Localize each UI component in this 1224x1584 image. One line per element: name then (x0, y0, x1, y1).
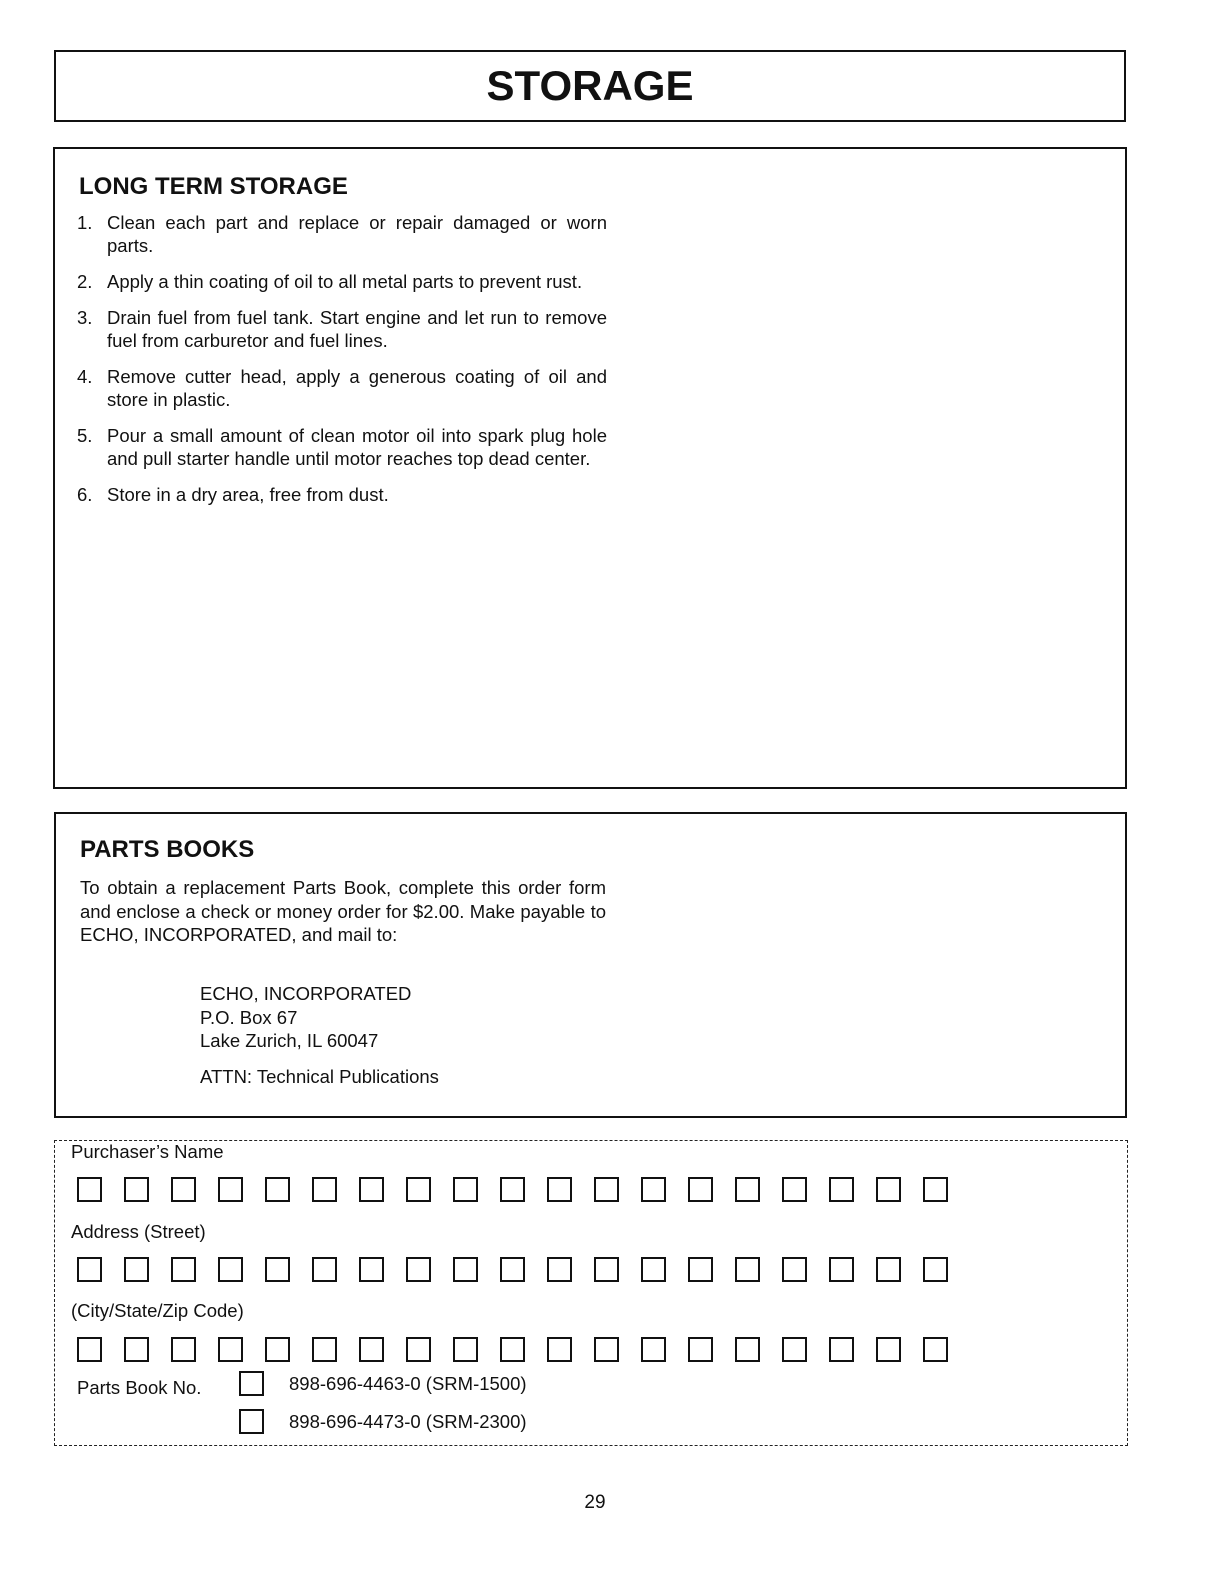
letter-box[interactable] (406, 1257, 431, 1282)
parts-books-heading: PARTS BOOKS (80, 836, 255, 863)
step-text: Apply a thin coating of oil to all metal parts to prevent rust. (107, 271, 583, 292)
list-item (77, 270, 607, 293)
letter-box[interactable] (735, 1257, 760, 1282)
parts-books-intro: To obtain a replacement Parts Book, complete this order form and enclose a check or money order for $2.00. Make payable to ECHO, INCORPORATED, and mail to: (80, 877, 606, 945)
list-item (77, 424, 607, 470)
parts-book-number: 898-696-4463-0 (SRM-1500) (289, 1372, 527, 1394)
letter-box[interactable] (312, 1337, 337, 1362)
list-item (77, 365, 607, 411)
mailing-address (200, 982, 411, 1053)
letter-box[interactable] (641, 1177, 666, 1202)
letter-box[interactable] (641, 1337, 666, 1362)
parts-book-number: 898-696-4473-0 (SRM-2300) (289, 1410, 527, 1432)
letter-box[interactable] (923, 1257, 948, 1282)
letter-box[interactable] (406, 1337, 431, 1362)
letter-box[interactable] (735, 1177, 760, 1202)
city-state-zip-label: (City/State/Zip Code) (71, 1300, 244, 1321)
letter-box[interactable] (265, 1177, 290, 1202)
letter-box[interactable] (594, 1257, 619, 1282)
list-item (77, 211, 607, 257)
letter-box[interactable] (359, 1337, 384, 1362)
letter-box[interactable] (782, 1337, 807, 1362)
letter-box[interactable] (688, 1337, 713, 1362)
letter-box[interactable] (500, 1257, 525, 1282)
letter-box[interactable] (547, 1177, 572, 1202)
city-state-zip-boxes[interactable] (77, 1337, 970, 1362)
letter-box[interactable] (359, 1177, 384, 1202)
step-number: 6. (77, 484, 93, 505)
address-line: P.O. Box 67 (200, 1006, 298, 1028)
letter-box[interactable] (453, 1257, 478, 1282)
step-text: Clean each part and replace or repair damaged or worn parts. (107, 212, 607, 256)
letter-box[interactable] (171, 1337, 196, 1362)
letter-box[interactable] (453, 1177, 478, 1202)
letter-box[interactable] (77, 1337, 102, 1362)
letter-box[interactable] (500, 1177, 525, 1202)
letter-box[interactable] (923, 1337, 948, 1362)
page-title: STORAGE (486, 62, 694, 109)
list-item (77, 483, 607, 506)
letter-box[interactable] (171, 1177, 196, 1202)
letter-box[interactable] (829, 1177, 854, 1202)
letter-box[interactable] (688, 1177, 713, 1202)
letter-box[interactable] (688, 1257, 713, 1282)
step-number: 3. (77, 307, 93, 328)
step-number: 2. (77, 271, 93, 292)
attention-line: ATTN: Technical Publications (200, 1066, 439, 1087)
letter-box[interactable] (77, 1257, 102, 1282)
street-address-label: Address (Street) (71, 1221, 206, 1242)
title-banner (54, 50, 1126, 122)
letter-box[interactable] (406, 1177, 431, 1202)
address-line: Lake Zurich, IL 60047 (200, 1030, 379, 1051)
parts-book-label: Parts Book No. (77, 1377, 202, 1398)
step-number: 1. (77, 212, 93, 233)
letter-box[interactable] (829, 1257, 854, 1282)
letter-box[interactable] (500, 1337, 525, 1362)
letter-box[interactable] (265, 1257, 290, 1282)
step-text: Drain fuel from fuel tank. Start engine and let run to remove fuel from carburetor and fuel lines. (107, 307, 607, 351)
letter-box[interactable] (124, 1337, 149, 1362)
address-line: ECHO, INCORPORATED (200, 983, 412, 1004)
letter-box[interactable] (876, 1337, 901, 1362)
parts-book-option-srm2300[interactable] (239, 1409, 527, 1434)
step-text: Pour a small amount of clean motor oil into spark plug hole and pull starter handle until motor reaches top dead center. (107, 425, 607, 469)
letter-box[interactable] (359, 1257, 384, 1282)
list-item (77, 306, 607, 352)
letter-box[interactable] (923, 1177, 948, 1202)
letter-box[interactable] (312, 1177, 337, 1202)
parts-book-option-srm1500[interactable] (239, 1371, 527, 1396)
letter-box[interactable] (265, 1337, 290, 1362)
letter-box[interactable] (218, 1177, 243, 1202)
letter-box[interactable] (547, 1337, 572, 1362)
letter-box[interactable] (312, 1257, 337, 1282)
letter-box[interactable] (829, 1337, 854, 1362)
letter-box[interactable] (171, 1257, 196, 1282)
letter-box[interactable] (641, 1257, 666, 1282)
letter-box[interactable] (594, 1337, 619, 1362)
letter-box[interactable] (453, 1337, 478, 1362)
letter-box[interactable] (218, 1257, 243, 1282)
letter-box[interactable] (218, 1337, 243, 1362)
letter-box[interactable] (782, 1177, 807, 1202)
storage-steps-list (77, 211, 607, 519)
purchaser-name-label: Purchaser’s Name (71, 1141, 224, 1162)
letter-box[interactable] (594, 1177, 619, 1202)
parts-book-checkbox[interactable] (239, 1371, 264, 1396)
step-text: Remove cutter head, apply a generous coating of oil and store in plastic. (107, 366, 607, 410)
street-address-boxes[interactable] (77, 1257, 970, 1282)
letter-box[interactable] (876, 1177, 901, 1202)
letter-box[interactable] (782, 1257, 807, 1282)
long-term-storage-heading: LONG TERM STORAGE (79, 173, 348, 200)
letter-box[interactable] (547, 1257, 572, 1282)
letter-box[interactable] (735, 1337, 760, 1362)
step-number: 5. (77, 425, 93, 446)
step-text: Store in a dry area, free from dust. (107, 484, 389, 505)
long-term-storage-panel (53, 147, 1127, 789)
letter-box[interactable] (876, 1257, 901, 1282)
order-form (54, 1140, 1128, 1446)
page-number: 29 (584, 1492, 606, 1513)
step-number: 4. (77, 366, 93, 387)
purchaser-name-boxes[interactable] (77, 1177, 970, 1202)
letter-box[interactable] (77, 1177, 102, 1202)
parts-book-checkbox[interactable] (239, 1409, 264, 1434)
letter-box[interactable] (124, 1257, 149, 1282)
letter-box[interactable] (124, 1177, 149, 1202)
parts-books-panel (54, 812, 1127, 1118)
